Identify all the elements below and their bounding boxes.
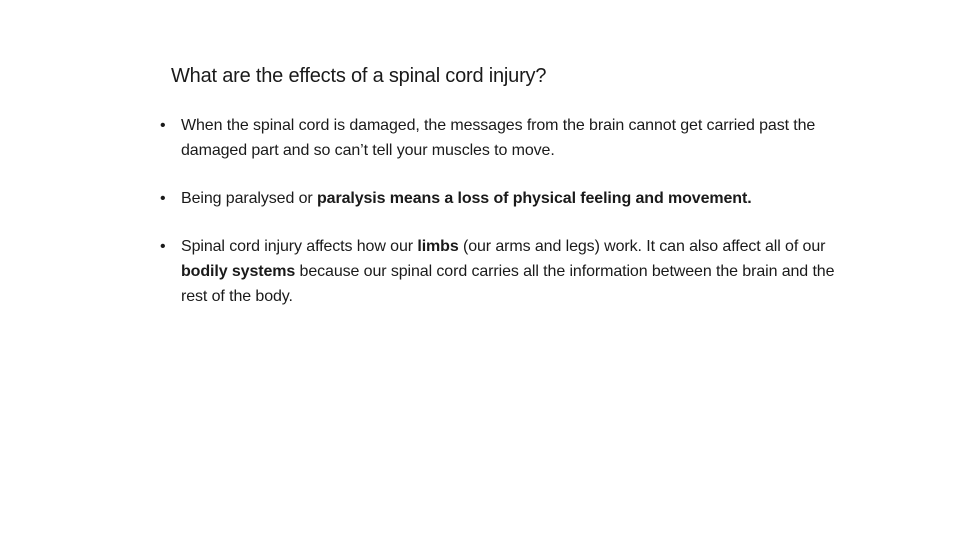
bullet-icon: • xyxy=(160,117,166,134)
bullet-text-segment: Being paralysed or xyxy=(181,190,317,207)
bullet-text-bold-segment: bodily systems xyxy=(181,263,296,280)
bullet-item xyxy=(160,186,840,211)
bullet-text-bold-segment: paralysis means a loss of physical feeling and movement. xyxy=(316,190,752,207)
bullet-text xyxy=(181,117,815,159)
bullet-text-bold-segment: limbs xyxy=(417,238,459,255)
bullet-icon: • xyxy=(160,238,166,255)
bullet-text-segment: Spinal cord injury affects how our xyxy=(181,238,418,255)
bullet-text-segment: because our spinal cord carries all the information between the brain and the rest of the body. xyxy=(181,263,835,305)
bullet-list xyxy=(160,113,840,332)
bullet-text-segment: (our arms and legs) work. It can also affect all of our xyxy=(458,238,826,255)
slide-title: What are the effects of a spinal cord injury? xyxy=(171,65,547,87)
bullet-text xyxy=(181,190,752,207)
bullet-item xyxy=(160,234,840,309)
bullet-icon: • xyxy=(160,190,166,207)
bullet-text-segment: When the spinal cord is damaged, the messages from the brain cannot get carried past the damaged part and so can’t tell your muscles to move. xyxy=(181,117,816,159)
bullet-item xyxy=(160,113,840,163)
bullet-text xyxy=(181,238,834,305)
